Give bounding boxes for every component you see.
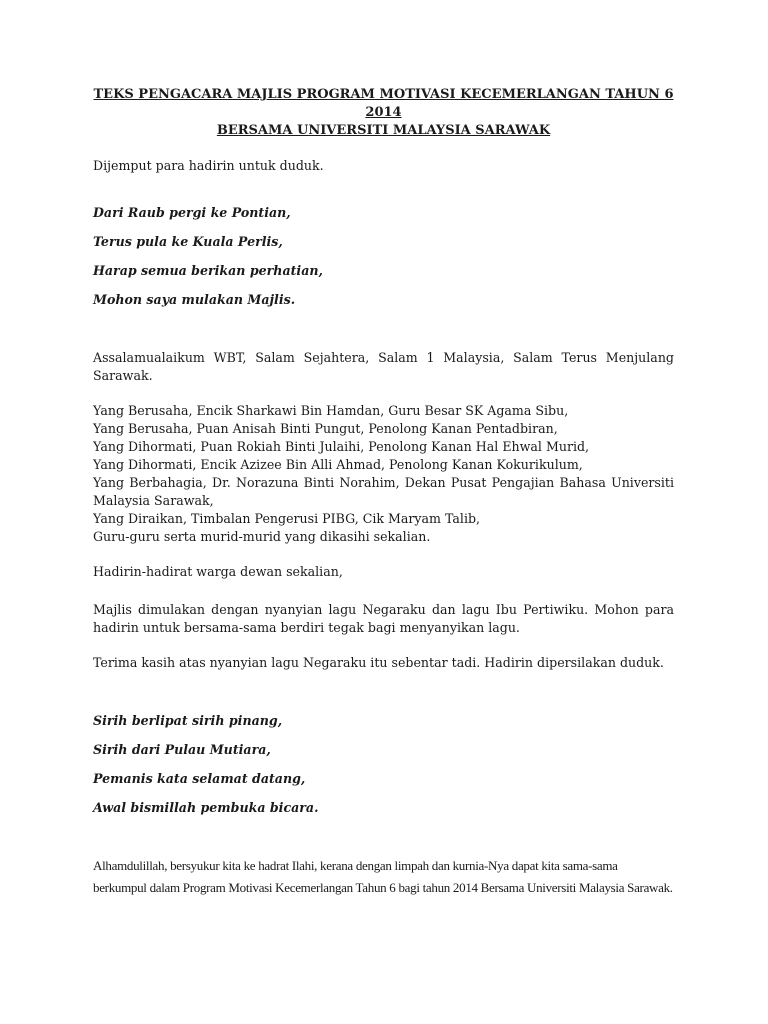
pantun-line: Harap semua berikan perhatian, (93, 263, 323, 278)
negaraku-paragraph: Majlis dimulakan dengan nyanyian lagu Negaraku dan lagu Ibu Pertiwiku. Mohon para hadirin untuk bersama-sama berdiri tegak bagi menyanyikan lagu. (93, 602, 674, 635)
intro-paragraph: Dijemput para hadirin untuk duduk. (93, 158, 324, 173)
guest-list (93, 402, 674, 546)
pantun-line: Sirih dari Pulau Mutiara, (93, 742, 271, 757)
pantun-line: Awal bismillah pembuka bicara. (93, 800, 319, 815)
guest-line: Guru-guru serta murid-murid yang dikasihi sekalian. (93, 529, 431, 544)
pantun-line: Dari Raub pergi ke Pontian, (93, 205, 291, 220)
document-title (93, 86, 674, 140)
guest-line: Yang Diraikan, Timbalan Pengerusi PIBG, Cik Maryam Talib, (93, 511, 481, 526)
pantun-welcome (93, 712, 674, 817)
document-page (93, 86, 674, 899)
hadirin-paragraph: Hadirin-hadirat warga dewan sekalian, (93, 564, 343, 579)
guest-line: Yang Dihormati, Puan Rokiah Binti Julaihi, Penolong Kanan Hal Ehwal Murid, (93, 439, 590, 454)
guest-line: Yang Dihormati, Encik Azizee Bin Alli Ahmad, Penolong Kanan Kokurikulum, (93, 457, 583, 472)
pantun-line: Sirih berlipat sirih pinang, (93, 713, 283, 728)
thanks-paragraph: Terima kasih atas nyanyian lagu Negaraku itu sebentar tadi. Hadirin dipersilakan duduk. (93, 655, 664, 670)
title-line-1: TEKS PENGACARA MAJLIS PROGRAM MOTIVASI KECEMERLANGAN TAHUN 6 2014 (93, 87, 674, 120)
title-line-2: BERSAMA UNIVERSITI MALAYSIA SARAWAK (216, 123, 551, 138)
pantun-opening (93, 204, 674, 309)
guest-line: Yang Berusaha, Encik Sharkawi Bin Hamdan, Guru Besar SK Agama Sibu, (93, 403, 569, 418)
pantun-line: Mohon saya mulakan Majlis. (93, 292, 296, 307)
pantun-line: Terus pula ke Kuala Perlis, (93, 234, 283, 249)
closing-paragraph: Alhamdulillah, bersyukur kita ke hadrat Ilahi, kerana dengan limpah dan kurnia-Nya dapat kita sama-sama berkumpul dalam Program Motivasi Kecemerlangan Tahun 6 bagi tahun 2014 Bersama Universiti Malaysia Sarawak. (93, 858, 673, 895)
salam-paragraph: Assalamualaikum WBT, Salam Sejahtera, Salam 1 Malaysia, Salam Terus Menjulang Sarawak. (93, 350, 674, 383)
pantun-line: Pemanis kata selamat datang, (93, 771, 306, 786)
guest-line: Yang Berbahagia, Dr. Norazuna Binti Norahim, Dekan Pusat Pengajian Bahasa Universiti Malaysia Sarawak, (93, 475, 674, 508)
guest-line: Yang Berusaha, Puan Anisah Binti Pungut, Penolong Kanan Pentadbiran, (93, 421, 558, 436)
